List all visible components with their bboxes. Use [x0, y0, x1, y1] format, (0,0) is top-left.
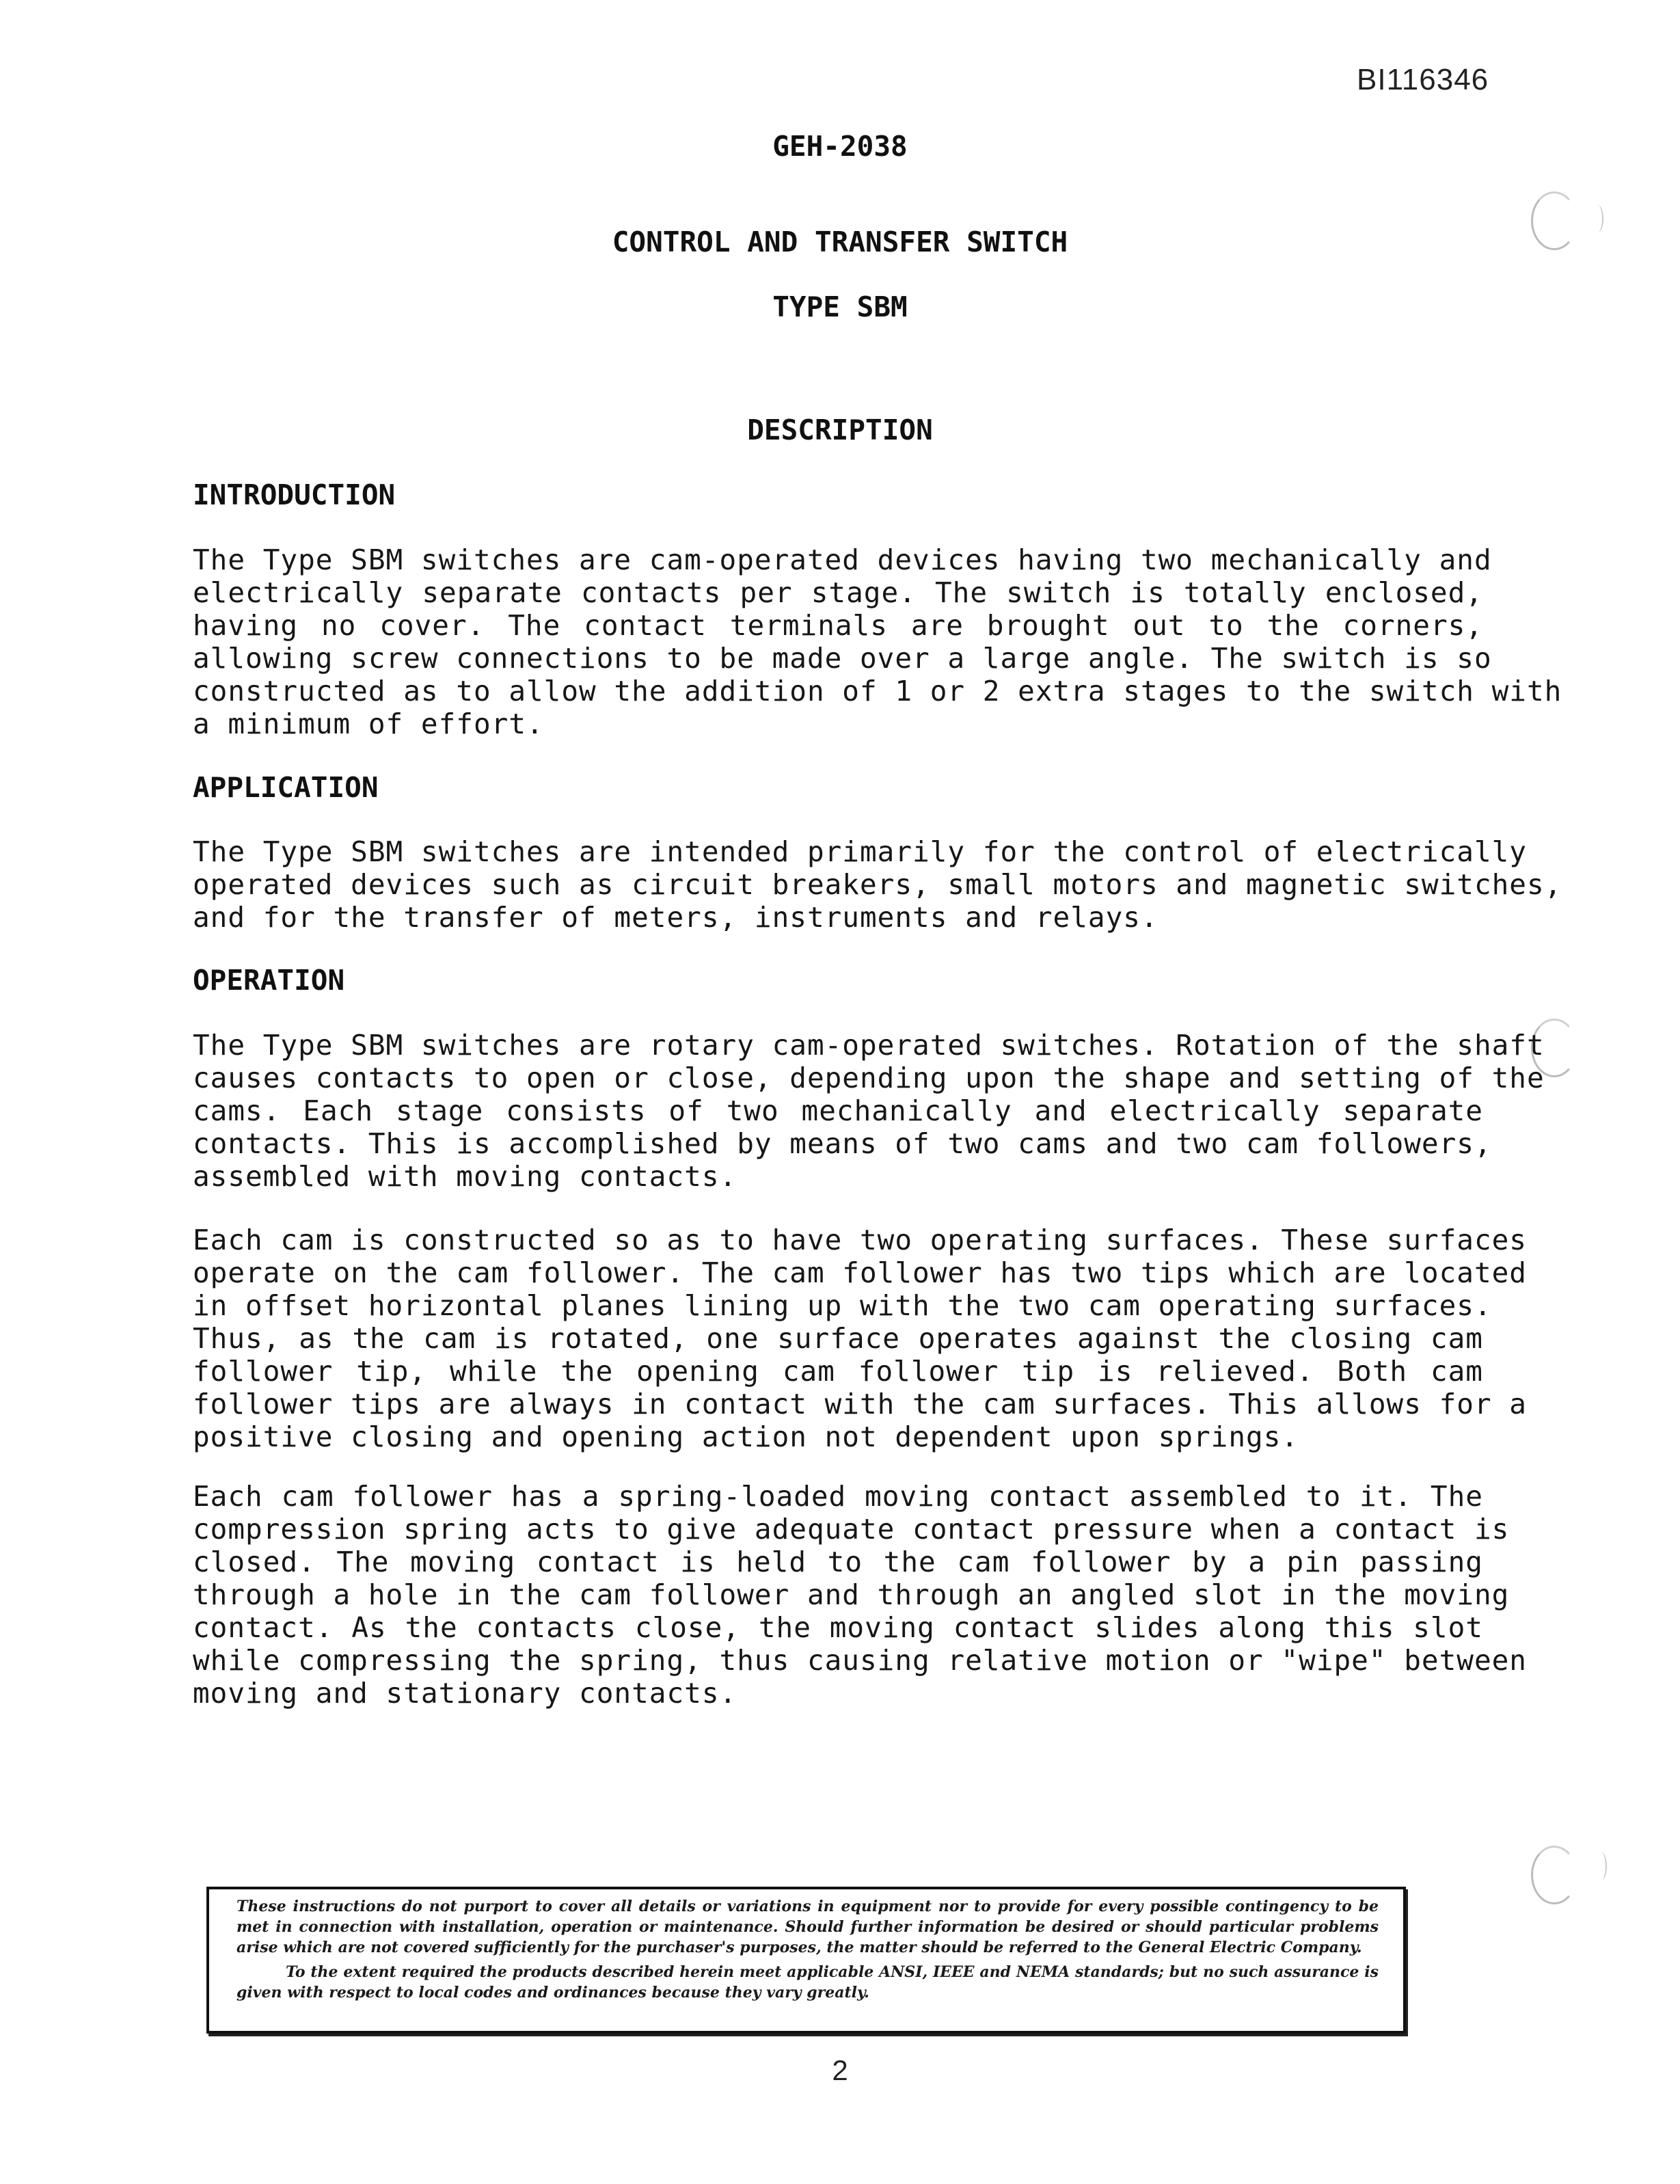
disclaimer-paragraph: These instructions do not purport to cover all details or variations in equipment nor to provide for every possible contingency to be met in connection with installation, operation or maintenance. Should further information be desired or should particular problems arise which are not covered sufficiently for the purchaser's purposes, the matter should be referred to the General Electric Company. — [236, 1898, 1379, 1956]
publication-number: GEH-2038 — [772, 130, 908, 163]
operation-paragraph-2 — [193, 1224, 1527, 1453]
text-line: causes contacts to open or close, depending upon the shape and setting of the — [193, 1062, 1545, 1094]
text-line: compression spring acts to give adequate contact pressure when a contact is — [193, 1513, 1510, 1546]
operation-paragraph-3 — [193, 1480, 1527, 1710]
document-title: CONTROL AND TRANSFER SWITCH — [612, 226, 1068, 258]
punch-hole-mark — [1531, 191, 1577, 250]
text-line: electrically separate contacts per stage. The switch is totally enclosed, — [193, 576, 1483, 609]
text-line: Thus, as the cam is rotated, one surface operates against the closing cam — [193, 1322, 1483, 1355]
punch-hole-mark — [1596, 1852, 1607, 1880]
text-line: through a hole in the cam follower and through an angled slot in the moving — [193, 1578, 1510, 1611]
document-id: BI116346 — [1357, 63, 1489, 96]
text-line: Each cam follower has a spring-loaded moving contact assembled to it. The — [193, 1480, 1483, 1513]
punch-hole-mark — [1593, 205, 1603, 232]
section-heading-description: DESCRIPTION — [747, 414, 933, 446]
introduction-paragraph — [193, 543, 1562, 740]
text-line: closed. The moving contact is held to the cam follower by a pin passing — [193, 1546, 1483, 1578]
standards-paragraph: To the extent required the products described herein meet applicable ANSI, IEEE and NEMA standards; but no such assurance is given with respect to local codes and ordinances because they vary greatly. — [236, 1963, 1379, 2001]
text-line: positive closing and opening action not dependent upon springs. — [193, 1420, 1299, 1453]
text-line: follower tips are always in contact with the cam surfaces. This allows for a — [193, 1388, 1527, 1420]
text-line: contact. As the contacts close, the moving contact slides along this slot — [193, 1611, 1483, 1644]
introduction-heading: INTRODUCTION — [193, 478, 396, 511]
text-line: having no cover. The contact terminals are brought out to the corners, — [193, 609, 1483, 642]
text-line: moving and stationary contacts. — [193, 1677, 737, 1710]
page-number: 2 — [832, 2054, 848, 2086]
text-line: operate on the cam follower. The cam follower has two tips which are located — [193, 1256, 1527, 1289]
text-line: while compressing the spring, thus causing relative motion or "wipe" between — [193, 1644, 1527, 1677]
text-line: cams. Each stage consists of two mechanically and electrically separate — [193, 1094, 1483, 1127]
text-line: The Type SBM switches are intended primarily for the control of electrically — [193, 835, 1527, 868]
text-line: operated devices such as circuit breakers, small motors and magnetic switches, — [193, 868, 1562, 901]
text-line: assembled with moving contacts. — [193, 1160, 737, 1193]
operation-paragraph-1 — [193, 1029, 1545, 1193]
text-line: follower tip, while the opening cam follower tip is relieved. Both cam — [193, 1355, 1483, 1388]
text-line: The Type SBM switches are rotary cam-operated switches. Rotation of the shaft — [193, 1029, 1545, 1062]
text-line: in offset horizontal planes lining up with the two cam operating surfaces. — [193, 1289, 1492, 1322]
text-line: The Type SBM switches are cam-operated devices having two mechanically and — [193, 543, 1492, 576]
application-paragraph — [193, 835, 1562, 934]
text-line: Each cam is constructed so as to have two operating surfaces. These surfaces — [193, 1224, 1527, 1256]
disclaimer-notice-box — [206, 1887, 1406, 2034]
text-line: and for the transfer of meters, instruments and relays. — [193, 901, 1159, 934]
text-line: constructed as to allow the addition of 1 or 2 extra stages to the switch with — [193, 675, 1562, 707]
text-line: a minimum of effort. — [193, 707, 544, 740]
punch-hole-mark — [1531, 1846, 1577, 1904]
text-line: allowing screw connections to be made over a large angle. The switch is so — [193, 642, 1492, 675]
operation-heading: OPERATION — [193, 964, 345, 997]
application-heading: APPLICATION — [193, 771, 379, 804]
document-subtitle: TYPE SBM — [772, 291, 908, 323]
text-line: contacts. This is accomplished by means of two cams and two cam followers, — [193, 1127, 1492, 1160]
